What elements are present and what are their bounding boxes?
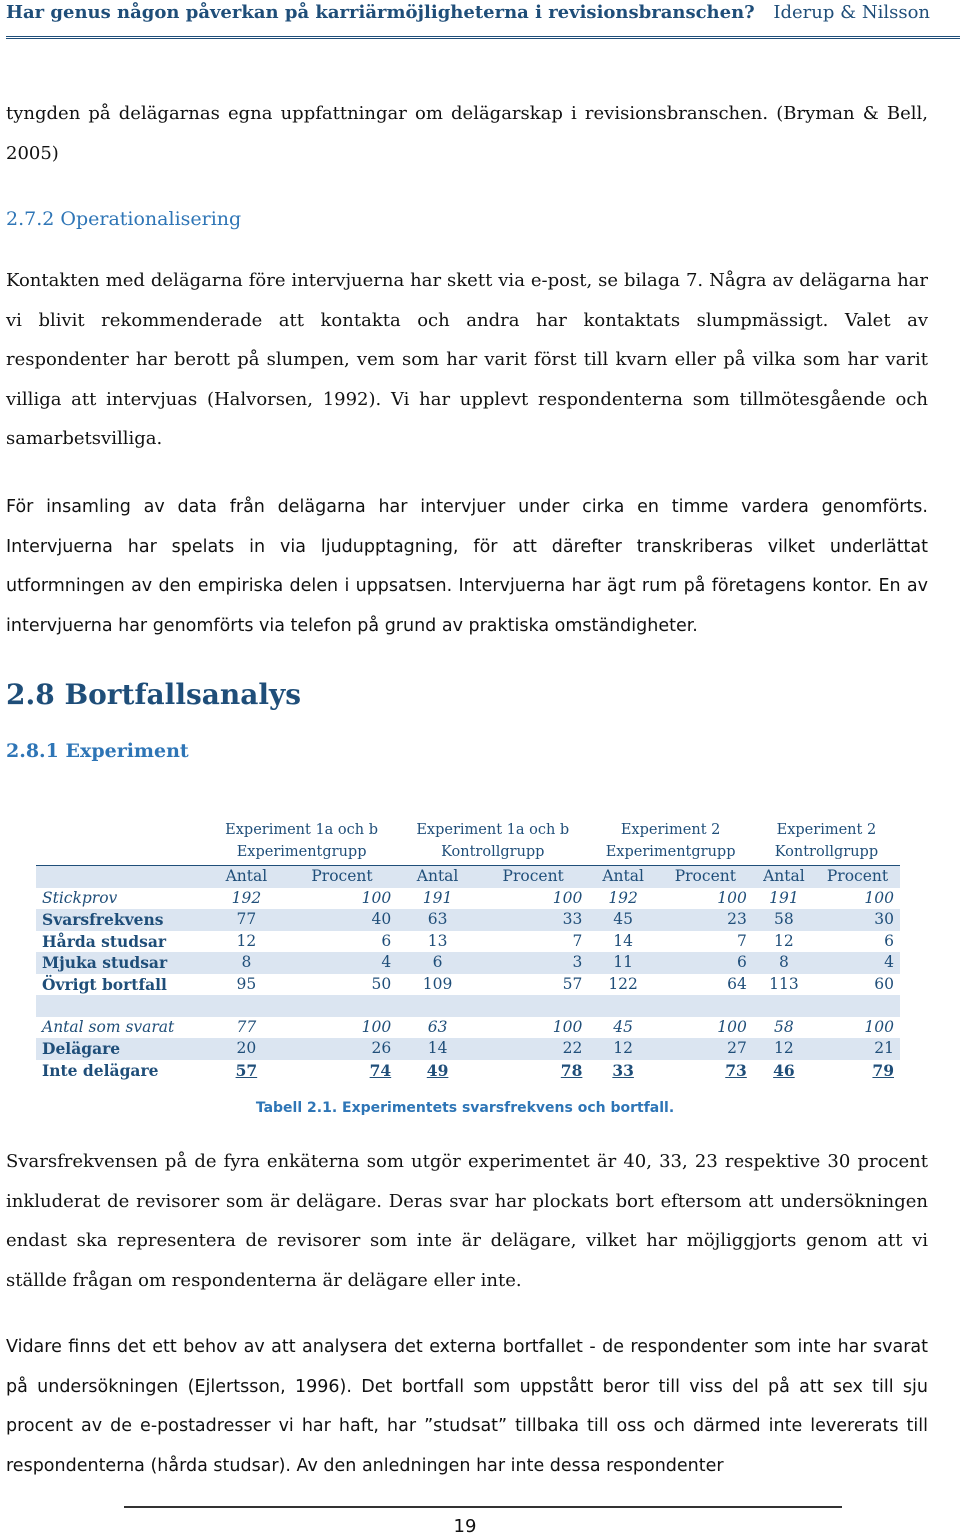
cell-value: 49 bbox=[426, 1060, 449, 1080]
table-cell: 33 bbox=[478, 909, 588, 931]
table-cell: 3 bbox=[478, 952, 588, 974]
table-cell bbox=[815, 995, 900, 1017]
table-cell bbox=[658, 1060, 753, 1083]
table-cell: 191 bbox=[769, 888, 799, 907]
table-cell: 12 bbox=[753, 1038, 815, 1060]
table-cell: 6 bbox=[381, 931, 392, 950]
table-cell: 14 bbox=[397, 1038, 478, 1060]
table-cell: 6 bbox=[884, 931, 894, 950]
table-row bbox=[36, 1038, 900, 1060]
table-cell: 100 bbox=[361, 888, 392, 907]
table-cell: 58 bbox=[774, 1017, 794, 1036]
cell-value: 78 bbox=[560, 1060, 583, 1080]
row-label: Övrigt bortfall bbox=[42, 974, 167, 994]
table-cell: 100 bbox=[361, 1017, 392, 1036]
table-cell: 11 bbox=[588, 952, 657, 974]
heading-2-8: 2.8 Bortfallsanalys bbox=[6, 678, 302, 711]
table-cell: 109 bbox=[422, 974, 453, 993]
table-cell bbox=[206, 1060, 287, 1083]
cell-value: 33 bbox=[612, 1060, 634, 1080]
page-header bbox=[6, 0, 930, 40]
table-cell: 63 bbox=[427, 1017, 448, 1036]
subheader-cell: Procent bbox=[815, 866, 900, 888]
row-label: Inte delägare bbox=[42, 1061, 159, 1080]
cell-value: 79 bbox=[872, 1060, 894, 1080]
table-cell: 64 bbox=[727, 974, 747, 993]
table-cell: 40 bbox=[287, 909, 397, 931]
row-label bbox=[36, 995, 206, 1017]
subheader-cell: Antal bbox=[753, 866, 815, 888]
table-cell: 100 bbox=[552, 1017, 583, 1036]
subheader-cell: Procent bbox=[287, 866, 397, 888]
table-cell: 6 bbox=[658, 952, 753, 974]
row-label: Svarsfrekvens bbox=[36, 909, 206, 931]
table-cell: 100 bbox=[864, 1017, 894, 1036]
paragraph-intro: tyngden på delägarnas egna uppfattningar om delägarskap i revisionsbranschen. (Bryman & Bell, 2005) bbox=[6, 103, 928, 164]
table-cell: 27 bbox=[658, 1038, 753, 1060]
row-label: Delägare bbox=[36, 1038, 206, 1060]
table-cell: 12 bbox=[236, 931, 257, 950]
table-cell: 12 bbox=[588, 1038, 657, 1060]
table-cell: 100 bbox=[717, 888, 747, 907]
footer-rule bbox=[124, 1506, 842, 1508]
table-cell: 58 bbox=[753, 909, 815, 931]
table-subheader-row bbox=[36, 866, 900, 888]
subheader-cell: Antal bbox=[206, 866, 287, 888]
table-cell bbox=[478, 1060, 588, 1083]
table-cell: 113 bbox=[769, 974, 799, 993]
table-cell: 50 bbox=[371, 974, 392, 993]
table-cell: 23 bbox=[658, 909, 753, 931]
table-cell bbox=[287, 995, 397, 1017]
table-cell: 30 bbox=[815, 909, 900, 931]
subheader-cell: Procent bbox=[478, 866, 588, 888]
table-cell: 100 bbox=[864, 888, 894, 907]
header-authors: Iderup & Nilsson bbox=[773, 2, 930, 23]
cell-value: 57 bbox=[235, 1060, 258, 1080]
table-cell bbox=[588, 995, 657, 1017]
table-cell: 12 bbox=[774, 931, 794, 950]
group-header-4: Experiment 2 Kontrollgrupp bbox=[774, 822, 879, 860]
subheader-cell: Antal bbox=[397, 866, 478, 888]
table-cell: 8 bbox=[206, 952, 287, 974]
table-cell bbox=[753, 995, 815, 1017]
row-label: Stickprov bbox=[42, 888, 118, 907]
table-cell: 4 bbox=[287, 952, 397, 974]
table-row bbox=[36, 888, 900, 910]
table-caption: Tabell 2.1. Experimentets svarsfrekvens och bortfall. bbox=[255, 1100, 675, 1116]
table-cell bbox=[658, 995, 753, 1017]
table-cell bbox=[206, 995, 287, 1017]
table-cell bbox=[588, 1060, 657, 1083]
table-cell: 77 bbox=[206, 909, 287, 931]
table-cell: 21 bbox=[815, 1038, 900, 1060]
table-cell: 20 bbox=[206, 1038, 287, 1060]
table-cell: 60 bbox=[874, 974, 894, 993]
table-cell bbox=[815, 1060, 900, 1083]
table-row bbox=[36, 952, 900, 974]
table-row bbox=[36, 974, 900, 996]
table-cell bbox=[397, 995, 478, 1017]
table-cell: 191 bbox=[422, 888, 453, 907]
page-number: 19 bbox=[453, 1516, 477, 1537]
table-cell: 22 bbox=[478, 1038, 588, 1060]
group-header-2: Experiment 1a och b Kontrollgrupp bbox=[416, 822, 570, 860]
table-row bbox=[36, 1017, 900, 1039]
table-cell: 45 bbox=[588, 909, 657, 931]
table-row bbox=[36, 909, 900, 931]
paragraph-operationalisering: Kontakten med delägarna före intervjuerna har skett via e-post, se bilaga 7. Några av delägarna har vi blivit rekommenderade att kontakta och andra har kontaktats slumpmässigt. Valet av respondenter har berott på slumpen, vem som har varit först till kvarn eller på vilka som har varit villiga att intervjuas (Halvorsen, 1992). Vi har upplevt respondenterna som tillmötesgående och samarbetsvilliga. bbox=[6, 270, 928, 449]
row-label: Hårda studsar bbox=[42, 931, 167, 951]
table-cell: 57 bbox=[562, 974, 583, 993]
group-header-3: Experiment 2 Experimentgrupp bbox=[605, 822, 736, 860]
subheader-cell: Antal bbox=[588, 866, 657, 888]
table-cell: 26 bbox=[287, 1038, 397, 1060]
subheader-cell: Procent bbox=[658, 866, 753, 888]
paragraph-svarsfrekvens: Svarsfrekvensen på de fyra enkäterna som utgör experimentet är 40, 33, 23 respektive 30 procent inkluderat de revisorer som är delägare. Deras svar har plockats bort eftersom att undersökningen endast ska representera de revisorer som inte är delägare, vilket har möjliggjorts genom att vi ställde frågan om respondenterna är delägare eller inte. bbox=[6, 1151, 928, 1291]
row-label: Antal som svarat bbox=[42, 1017, 175, 1036]
table-cell: 95 bbox=[236, 974, 257, 993]
paragraph-insamling: För insamling av data från delägarna har intervjuer under cirka en timme vardera genomförts. Intervjuerna har spelats in via ljudupptagning, för att därefter transkriberas vilket underlättat utformningen av den empiriska delen i uppsatsen. Intervjuerna har ägt rum på företagens kontor. En av intervjuerna har genomförts via telefon på grund av praktiska omständigheter. bbox=[6, 497, 928, 636]
table-cell: 45 bbox=[613, 1017, 633, 1036]
table-cell bbox=[397, 1060, 478, 1083]
table-cell: 100 bbox=[552, 888, 583, 907]
paragraph-bortfall: Vidare finns det ett behov av att analysera det externa bortfallet - de respondenter som inte har svarat på undersökningen (Ejlertsson, 1996). Det bortfall som uppstått beror till viss del på att sex till sju procent av de e-postadresser vi har haft, har ”studsat” tillbaka till oss och därmed inte levererats till respondenterna (hårda studsar). Av den anledningen har inte dessa respondenter bbox=[6, 1337, 928, 1476]
table-cell: 192 bbox=[608, 888, 638, 907]
table-cell: 7 bbox=[572, 931, 583, 950]
heading-2-8-1: 2.8.1 Experiment bbox=[6, 740, 189, 762]
table-cell: 8 bbox=[753, 952, 815, 974]
table-cell: 100 bbox=[717, 1017, 747, 1036]
table-cell bbox=[753, 1060, 815, 1083]
table-row bbox=[36, 1060, 900, 1083]
row-label: Mjuka studsar bbox=[36, 952, 206, 974]
table-cell: 6 bbox=[397, 952, 478, 974]
table-cell: 4 bbox=[815, 952, 900, 974]
table-body bbox=[36, 888, 900, 1083]
table-cell: 192 bbox=[231, 888, 262, 907]
cell-value: 74 bbox=[369, 1060, 392, 1080]
heading-2-7-2: 2.7.2 Operationalisering bbox=[6, 208, 242, 230]
table-cell bbox=[478, 995, 588, 1017]
header-rule bbox=[6, 36, 960, 39]
cell-value: 73 bbox=[725, 1060, 747, 1080]
table-group-header bbox=[36, 820, 900, 866]
table-cell: 14 bbox=[613, 931, 633, 950]
table-row bbox=[36, 995, 900, 1017]
table-cell bbox=[287, 1060, 397, 1083]
group-header-1: Experiment 1a och b Experimentgrupp bbox=[225, 822, 379, 860]
results-table bbox=[36, 820, 900, 1082]
table-row bbox=[36, 931, 900, 953]
table-cell: 122 bbox=[608, 974, 638, 993]
table-cell: 7 bbox=[736, 931, 747, 950]
table-cell: 77 bbox=[236, 1017, 257, 1036]
cell-value: 46 bbox=[773, 1060, 795, 1080]
table-cell: 13 bbox=[427, 931, 448, 950]
header-title: Har genus någon påverkan på karriärmöjligheterna i revisionsbranschen? bbox=[6, 2, 755, 23]
table-cell: 63 bbox=[397, 909, 478, 931]
